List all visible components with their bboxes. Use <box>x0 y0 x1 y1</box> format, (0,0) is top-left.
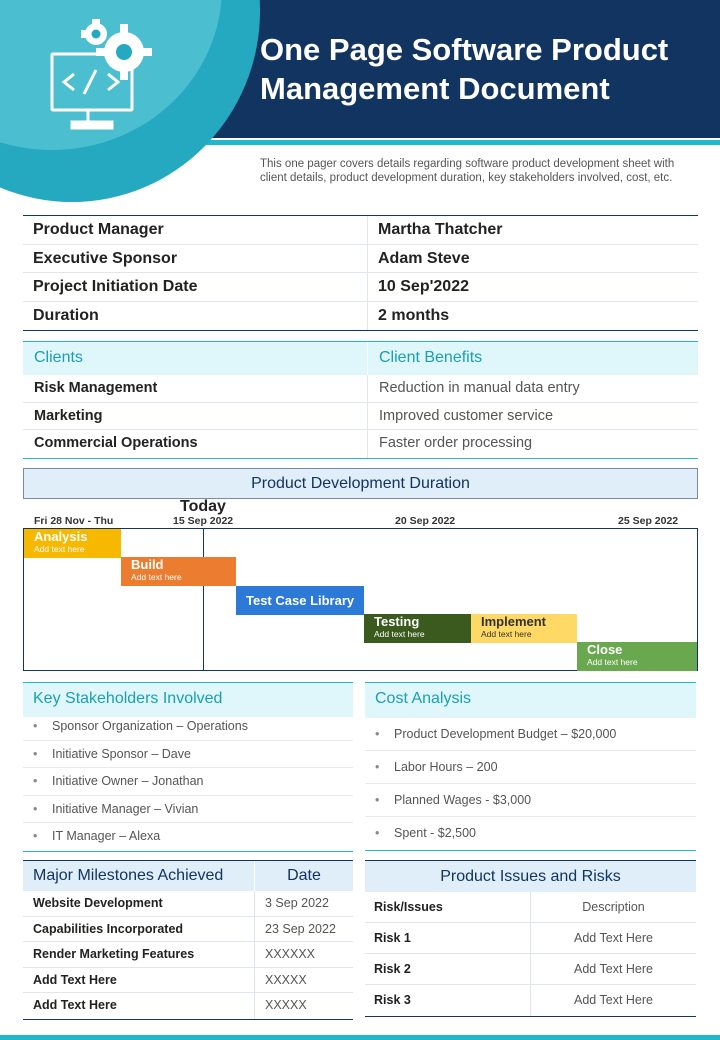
gantt-bar-label: Test Case Library <box>246 593 355 608</box>
gantt-bar-label: Implement <box>481 614 547 629</box>
header-accent-line <box>200 140 720 145</box>
list-item: • Initiative Sponsor – Dave <box>23 741 353 769</box>
issue-desc: Description <box>582 900 645 914</box>
cost-list <box>365 718 696 851</box>
milestone-name: Add Text Here <box>23 993 255 1019</box>
date-label: Fri 28 Nov - Thu <box>34 515 114 527</box>
table-row <box>365 985 696 1016</box>
milestone-date: 3 Sep 2022 <box>265 896 329 910</box>
gantt-bar-sub: Add text here <box>374 629 425 639</box>
issue-name: Risk 2 <box>365 954 531 984</box>
info-row <box>23 302 698 331</box>
info-key: Duration <box>23 302 368 331</box>
info-key: Project Initiation Date <box>23 273 368 301</box>
date-label: 15 Sep 2022 <box>173 515 234 527</box>
table-row <box>23 993 353 1019</box>
client-row <box>23 375 698 403</box>
milestones-header-name: Major Milestones Achieved <box>23 861 255 891</box>
gantt-bar-label: Close <box>587 642 623 657</box>
date-label: 20 Sep 2022 <box>395 515 456 527</box>
gantt-bar-sub: Add text here <box>34 544 85 554</box>
list-item: • Product Development Budget – $20,000 <box>365 718 696 751</box>
gantt-bar-sub: Add text here <box>481 629 532 639</box>
info-row <box>23 245 698 274</box>
gantt-bar-sub: Add text here <box>587 657 638 667</box>
page-description: This one pager covers details regarding software product development sheet with client details, product development duration, key stakeholders involved, cost, etc. <box>260 158 675 184</box>
milestones-table <box>23 860 353 1020</box>
milestone-name: Capabilities Incorporated <box>23 917 255 942</box>
client-row <box>23 403 698 431</box>
issues-table <box>365 860 696 1017</box>
code-monitor-gears-icon <box>46 18 158 134</box>
clients-table <box>23 341 698 459</box>
info-value: 2 months <box>378 306 450 324</box>
milestone-name: Website Development <box>23 891 255 916</box>
info-row <box>23 216 698 245</box>
table-row <box>365 954 696 985</box>
list-item: • IT Manager – Alexa <box>23 823 353 851</box>
milestone-name: Add Text Here <box>23 968 255 993</box>
footer-accent-line <box>0 1035 720 1040</box>
milestone-date: XXXXX <box>265 972 307 987</box>
issue-desc: Add Text Here <box>574 993 653 1007</box>
table-row <box>23 891 353 917</box>
client-benefit: Faster order processing <box>379 435 533 451</box>
gantt-bar-analysis <box>24 529 121 558</box>
milestones-header <box>23 861 353 891</box>
clients-header-benefits: Client Benefits <box>379 349 483 366</box>
clients-header <box>23 341 698 375</box>
issue-name: Risk 1 <box>365 923 531 953</box>
issue-desc: Add Text Here <box>574 962 653 976</box>
milestone-date: XXXXXX <box>265 947 316 961</box>
milestone-date: 23 Sep 2022 <box>265 921 336 936</box>
milestone-date: XXXXX <box>265 998 307 1012</box>
issue-name: Risk/Issues <box>365 892 531 922</box>
client-name: Risk Management <box>23 375 368 402</box>
date-label: 25 Sep 2022 <box>618 515 679 527</box>
today-marker-line <box>203 528 204 671</box>
issue-desc: Add Text Here <box>574 931 653 945</box>
issues-title: Product Issues and Risks <box>365 861 696 892</box>
gantt-bar-test-case-library <box>236 586 364 615</box>
list-item: • Spent - $2,500 <box>365 817 696 850</box>
info-key: Product Manager <box>23 216 368 244</box>
milestone-name: Render Marketing Features <box>23 942 255 967</box>
gantt-bar-build <box>121 557 236 586</box>
gantt-bar-implement <box>471 614 577 643</box>
milestones-header-date: Date <box>287 867 321 884</box>
issue-name: Risk 3 <box>365 985 531 1016</box>
stakeholders-title: Key Stakeholders Involved <box>23 682 353 717</box>
info-value: 10 Sep'2022 <box>378 278 469 295</box>
clients-header-clients: Clients <box>23 342 368 375</box>
table-row <box>23 942 353 968</box>
page-title: One Page Software Product Management Document <box>260 32 669 106</box>
table-row <box>23 968 353 994</box>
gantt-title: Product Development Duration <box>23 468 698 499</box>
today-label: Today <box>180 498 226 515</box>
gantt-bar-label: Analysis <box>34 529 88 544</box>
client-benefit: Improved customer service <box>379 407 554 424</box>
project-info-table <box>23 215 698 331</box>
stakeholders-list <box>23 713 353 852</box>
client-benefit: Reduction in manual data entry <box>379 380 580 396</box>
list-item: • Sponsor Organization – Operations <box>23 713 353 741</box>
info-value: Martha Thatcher <box>378 221 503 238</box>
list-item: • Initiative Manager – Vivian <box>23 796 353 824</box>
cost-title: Cost Analysis <box>365 682 696 718</box>
list-item: • Labor Hours – 200 <box>365 751 696 784</box>
gantt-bar-label: Testing <box>374 614 420 629</box>
gantt-bar-label: Build <box>131 557 164 572</box>
info-row <box>23 273 698 302</box>
table-row <box>365 923 696 954</box>
gantt-bar-sub: Add text here <box>131 572 182 582</box>
table-row <box>365 892 696 923</box>
client-row <box>23 430 698 458</box>
list-item: • Planned Wages - $3,000 <box>365 784 696 817</box>
gantt-bar-testing <box>364 614 471 643</box>
list-item: • Initiative Owner – Jonathan <box>23 768 353 796</box>
gantt-bar-close <box>577 642 697 671</box>
info-value: Adam Steve <box>378 249 470 267</box>
table-row <box>23 917 353 943</box>
client-name: Marketing <box>23 403 368 430</box>
client-name: Commercial Operations <box>23 430 368 458</box>
info-key: Executive Sponsor <box>23 245 368 273</box>
